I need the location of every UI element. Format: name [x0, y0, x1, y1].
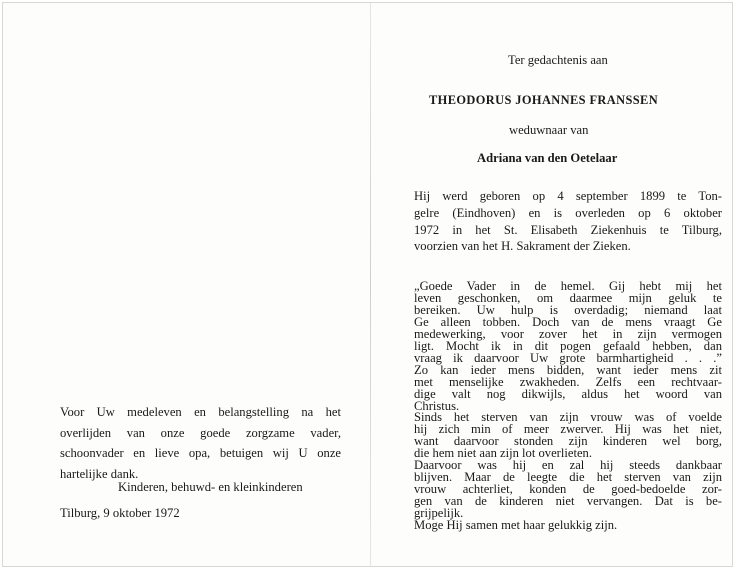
text-line: voorzien van het H. Sakrament der Zieken.	[414, 239, 631, 254]
text-line: Hij werd geboren op 4 september 1899 te Ton-	[414, 189, 722, 203]
text-line: 1972 in het St. Elisabeth Ziekenhuis te Tilburg,	[414, 222, 722, 237]
text-line: medewerking, voor zover het in zijn vermogen	[414, 326, 722, 341]
text-line: Zo kan ieder mens bidden, want ieder mens zit	[414, 362, 722, 377]
memorial-card	[2, 2, 733, 567]
text-line: die hem niet aan zijn lot overlieten.	[414, 446, 592, 461]
text-line: want daarvoor stonden zijn kinderen wel borg,	[414, 434, 722, 449]
widower-of: weduwnaar van	[509, 123, 589, 137]
text-line: ligt. Mocht ik in dit pogen gefaald hebben, dan	[414, 338, 722, 353]
text-line: dige valt nog dikwijls, aldus het woord van	[414, 386, 722, 401]
text-line: vraag ik daarvoor Uw grote barmhartigheid . . .”	[414, 350, 722, 365]
text-line: bereiken. Uw hulp is overdadig; niemand laat	[414, 302, 722, 317]
place-date: Tilburg, 9 oktober 1972	[60, 506, 180, 520]
text-line: „Goede Vader in de hemel. Gij hebt mij het	[414, 279, 722, 293]
heading: Ter gedachtenis aan	[508, 53, 608, 67]
text-line: Ge alleen tobben. Doch van de mens vraagt Ge	[414, 314, 722, 329]
text-line: Moge Hij samen met haar gelukkig zijn.	[414, 518, 618, 532]
text-line: overlijden van onze goede zorgzame vader,	[60, 425, 341, 440]
text-line: hij zich min of meer zwerver. Hij was het niet,	[414, 422, 722, 437]
signature: Kinderen, behuwd- en kleinkinderen	[118, 480, 303, 494]
text-line: leven geschonken, om daarmee mijn geluk te	[414, 290, 722, 305]
text-line: vrouw achterliet, konden de goed-bedoelde zor-	[414, 482, 722, 497]
text-line: gen van de kinderen niet vervangen. Dat is be-	[414, 494, 722, 509]
text-line: met menselijke zwakheden. Zelfs een rechtvaar-	[414, 374, 722, 389]
card-fold	[370, 3, 371, 566]
text-line: Daarvoor was hij en zal hij steeds dankbaar	[414, 458, 722, 473]
text-line: blijven. Maar de leegte die het sterven van zijn	[414, 470, 722, 485]
text-line: Voor Uw medeleven en belangstelling na het	[60, 405, 341, 419]
deceased-name: THEODORUS JOHANNES FRANSSEN	[429, 93, 659, 107]
text-line: gelre (Eindhoven) en is overleden op 6 oktober	[414, 205, 722, 220]
text-line: grijpelijk.	[414, 506, 464, 521]
text-line: hartelijke dank.	[60, 466, 139, 481]
spouse-name: Adriana van den Oetelaar	[477, 151, 618, 165]
text-line: Sinds het sterven van zijn vrouw was of voelde	[414, 410, 722, 425]
text-line: Christus.	[414, 398, 460, 413]
text-line: schoonvader en lieve opa, betuigen wij U onze	[60, 446, 341, 460]
